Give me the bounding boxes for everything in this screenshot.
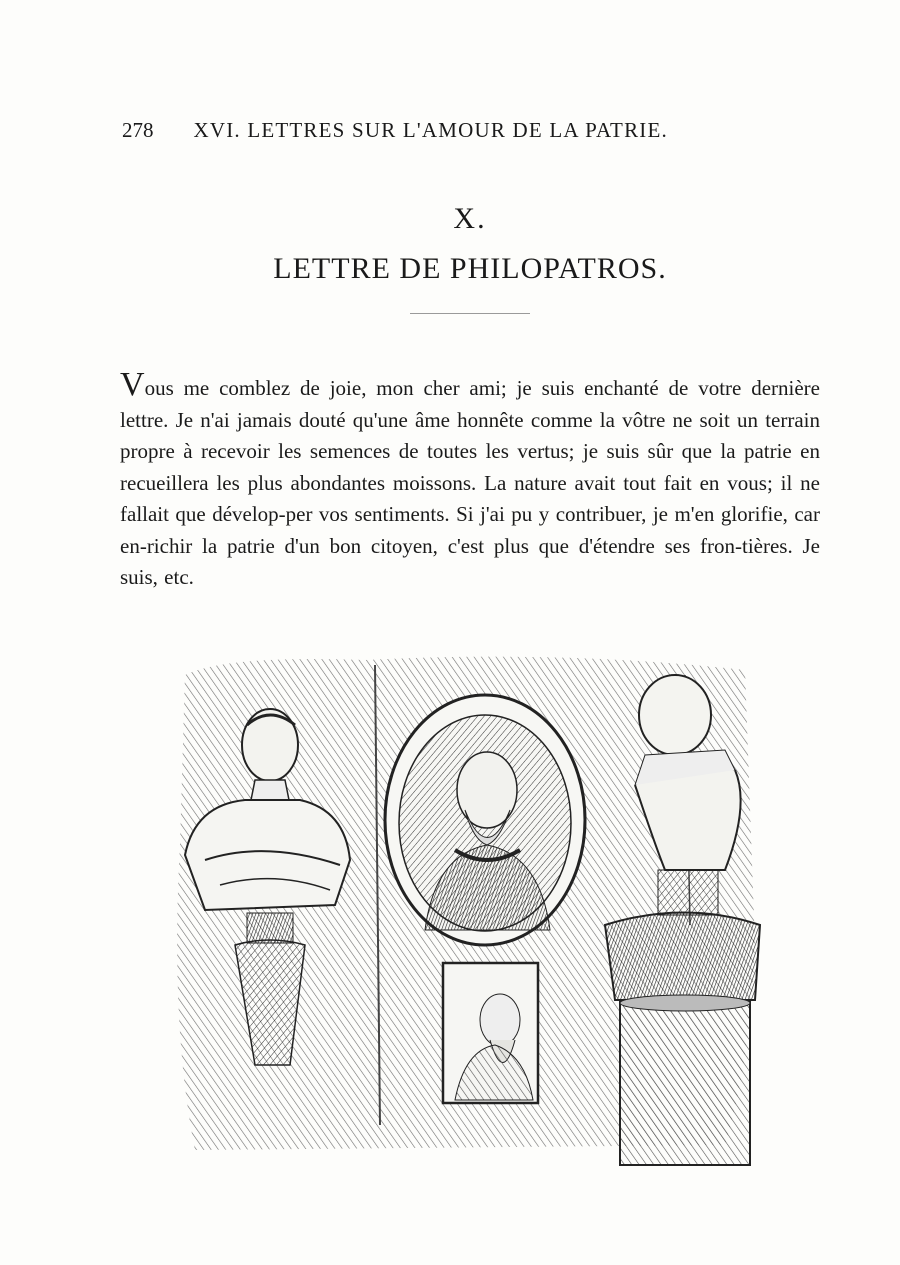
small-portrait	[443, 963, 538, 1103]
oval-portrait	[385, 695, 585, 945]
drop-cap: V	[120, 366, 145, 403]
page-number: 278	[122, 118, 154, 142]
engraved-illustration	[165, 645, 765, 1175]
title-divider	[410, 313, 530, 314]
letter-title: LETTRE DE PHILOPATROS.	[273, 252, 667, 285]
letter-text: ous me comblez de joie, mon cher ami; je suis enchanté de votre dernière lettre. Je n'ai jamais douté qu'une âme honnête comme la vôtre ne soit un terrain propre à recevoir les semences de toutes les vertus; je suis sûr que la patrie en recueillera les plus abondantes moissons. La nature avait tout fait en vous; il ne fallait que dévelop-per vos sentiments. Si j'ai pu y contribuer, je m'en glorifie, car en-richir la patrie d'un bon citoyen, c'est plus que d'étendre ses fron-tières. Je suis, etc.	[120, 376, 820, 589]
illustration-engraving	[165, 645, 765, 1175]
chapter-number: X.	[453, 202, 487, 235]
running-head	[122, 118, 762, 143]
running-title: XVI. LETTRES SUR L'AMOUR DE LA PATRIE.	[193, 118, 668, 142]
letter-body	[120, 366, 820, 594]
